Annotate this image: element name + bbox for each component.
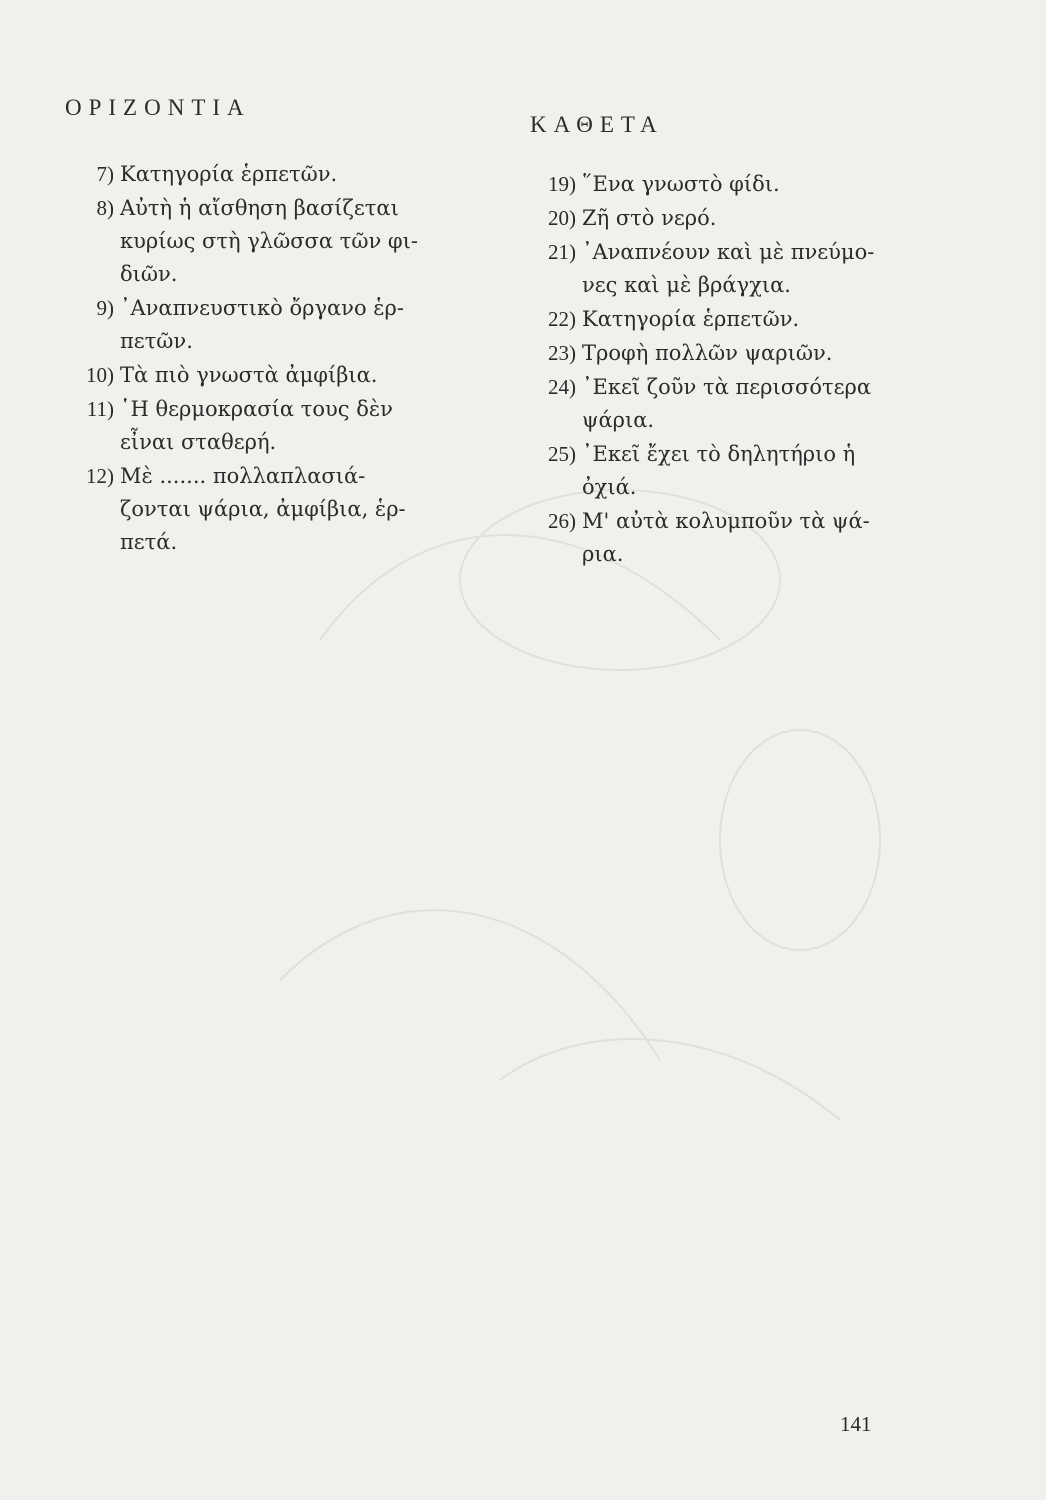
clue-8 — [60, 192, 470, 291]
clue-text: ᾿Αναπνευστικὸ ὄργανο ἑρ- — [120, 296, 404, 320]
clue-number: 11) — [86, 397, 114, 421]
clue-23 — [522, 337, 942, 370]
clue-text: κυρίως στὴ γλῶσσα τῶν φι- — [120, 229, 418, 253]
clue-text: Μὲ ....... πολλαπλασιά- — [120, 464, 366, 488]
vertical-heading: ΚΑΘΕΤΑ — [530, 112, 664, 137]
clue-text: Κατηγορία ἑρπετῶν. — [120, 162, 338, 186]
clue-text: Αὐτὴ ἡ αἴσθηση βασίζεται — [120, 196, 399, 220]
clue-22 — [522, 303, 942, 336]
clue-number: 9) — [96, 296, 114, 320]
clue-number: 25) — [548, 442, 576, 466]
clue-text: Μ' αὐτὰ κολυμποῦν τὰ ψά- — [582, 509, 870, 533]
horizontal-heading: ΟΡΙΖΟΝΤΙΑ — [65, 95, 251, 120]
clue-number: 22) — [548, 307, 576, 331]
clue-19 — [522, 168, 942, 201]
clue-number: 8) — [96, 196, 114, 220]
clue-text: ὀχιά. — [582, 475, 637, 499]
clue-number: 26) — [548, 509, 576, 533]
clue-text: Τὰ πιὸ γνωστὰ ἀμφίβια. — [120, 363, 378, 387]
clue-12 — [60, 460, 470, 559]
clue-9 — [60, 292, 470, 358]
clue-26 — [522, 505, 942, 571]
clue-number: 7) — [96, 162, 114, 186]
clue-text: ῾Η θερμοκρασία τους δὲν — [120, 397, 393, 421]
clue-number: 19) — [548, 172, 576, 196]
clue-text: ψάρια. — [582, 408, 655, 432]
clue-10 — [60, 359, 470, 392]
clue-text: ᾿Αναπνέουν καὶ μὲ πνεύμο- — [582, 240, 875, 264]
clue-text: πετῶν. — [120, 329, 193, 353]
clue-text: διῶν. — [120, 262, 178, 286]
clue-text: ᾿Εκεῖ ζοῦν τὰ περισσότερα — [582, 375, 872, 399]
clue-text: νες καὶ μὲ βράγχια. — [582, 273, 791, 297]
clue-number: 23) — [548, 341, 576, 365]
clue-text: Ζῆ στὸ νερό. — [582, 206, 717, 230]
clue-text: εἶναι σταθερή. — [120, 430, 277, 454]
clue-text: Τροφὴ πολλῶν ψαριῶν. — [582, 341, 833, 365]
clue-number: 24) — [548, 375, 576, 399]
clue-20 — [522, 202, 942, 235]
clue-text: ῞Ενα γνωστὸ φίδι. — [582, 172, 780, 196]
clue-number: 20) — [548, 206, 576, 230]
clue-7 — [60, 158, 470, 191]
clue-number: 12) — [86, 464, 114, 488]
page-number: 141 — [840, 1412, 872, 1436]
clue-text: πετά. — [120, 530, 178, 554]
clue-text: ᾿Εκεῖ ἔχει τὸ δηλητήριο ἡ — [582, 442, 856, 466]
clue-number: 21) — [548, 240, 576, 264]
vertical-clues — [522, 168, 942, 572]
clue-text: ζονται ψάρια, ἀμφίβια, ἑρ- — [120, 497, 406, 521]
clue-24 — [522, 371, 942, 437]
clue-11 — [60, 393, 470, 459]
clue-21 — [522, 236, 942, 302]
clue-number: 10) — [86, 363, 114, 387]
clue-text: Κατηγορία ἑρπετῶν. — [582, 307, 800, 331]
horizontal-clues — [60, 158, 470, 560]
clue-25 — [522, 438, 942, 504]
clue-text: ρια. — [582, 542, 624, 566]
